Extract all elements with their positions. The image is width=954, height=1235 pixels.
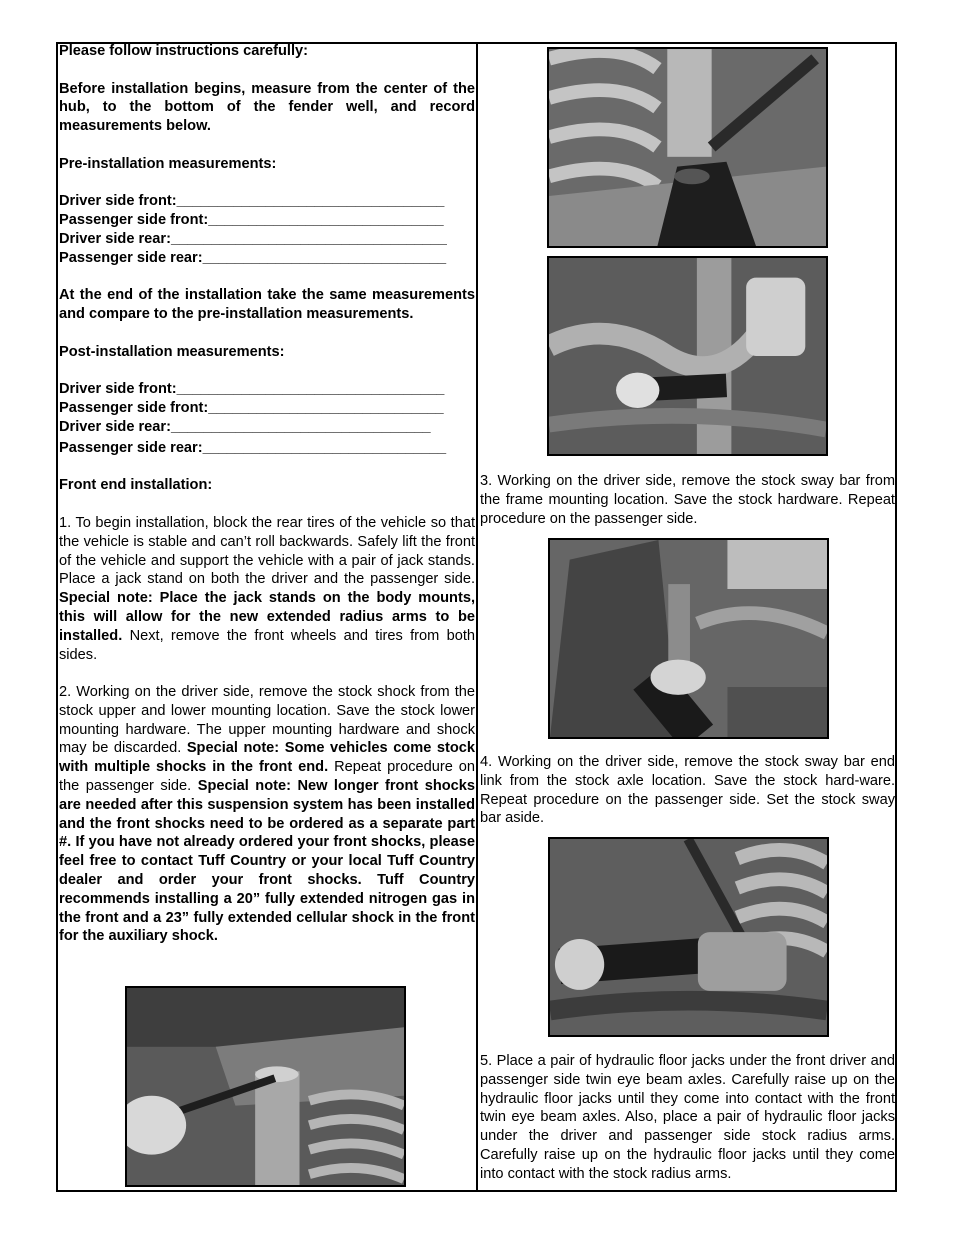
photo-upper-shock-mount — [125, 986, 406, 1187]
post-driver-front-field: Driver side front:_________________________________ — [59, 381, 445, 398]
pre-measurements — [59, 192, 475, 267]
step-4: 4. Working on the driver side, remove the stock sway bar end link from the stock axle location. Save the stock hard-ware. Repeat procedure on the passenger side. Set the stock sway bar aside. — [480, 754, 895, 827]
photo-sway-bar-frame-mount — [547, 256, 828, 456]
step-2 — [59, 683, 475, 946]
column-divider — [476, 42, 478, 1192]
intro-text: Before installation begins, measure from the center of the hub, to the bottom of the fender well, and record measurements below. — [59, 80, 475, 135]
step-2-repeat: Repeat procedure on the passenger side. — [59, 759, 475, 795]
photo-radius-arm-jack — [548, 837, 829, 1037]
step-2-text: 2. Working on the driver side, remove the stock shock from the stock upper and lower mounting location. Save the stock lower mounting hardware. The upper mounting hardware and shock may be discarded. — [59, 684, 475, 757]
instructions-heading: Please follow instructions carefully: — [59, 43, 308, 59]
compare-text: At the end of the installation take the same measurements and compare to the pre-installation measurements. — [59, 287, 475, 323]
step-1-note: Special note: Place the jack stands on the body mounts, this will allow for the new extended radius arms to be installed. — [59, 590, 475, 644]
step-5: 5. Place a pair of hydraulic floor jacks under the front driver and passenger side twin eye beam axles. Carefully raise up on the hydraulic floor jacks until they come into contact with the front twin eye beam axles. Also, place a pair of hydraulic floor jacks under the driver and passenger side stock radius arms. Carefully raise up on the hydraulic floor jacks until they come into contact with the stock radius arms. — [480, 1053, 895, 1182]
post-driver-rear-field: Driver side rear:________________________________ — [59, 418, 431, 435]
post-installation-heading: Post-installation measurements: — [59, 343, 285, 360]
pre-driver-front-field: Driver side front:_________________________________ — [59, 193, 445, 210]
pre-driver-rear-field: Driver side rear:__________________________________ — [59, 230, 447, 247]
post-passenger-rear-field: Passenger side rear:______________________________ — [59, 439, 447, 456]
step-2-note-1: Special note: Some vehicles come stock with multiple shocks in the front end. — [59, 740, 475, 776]
post-passenger-front-field: Passenger side front:_____________________________ — [59, 400, 444, 417]
pre-passenger-rear-field: Passenger side rear:______________________________ — [59, 249, 447, 266]
step-2-note-2: Special note: New longer front shocks are needed after this suspension system has been installed and the front shocks need to be ordered as a separate part #. If you have not already ordered your front shocks, please feel free to contact Tuff Country or your local Tuff Country dealer and order your front shocks. Tuff Country recommends installing a 20” fully extended nitrogen gas in the front and a 23” fully extended cellular shock in the front for the auxiliary shock. — [59, 778, 476, 945]
step-1-text-end: Next, remove the front wheels and tires from both sides. — [59, 627, 475, 663]
left-column — [59, 42, 475, 965]
photo-sway-bar-end-link — [548, 538, 829, 739]
pre-passenger-front-field: Passenger side front:_____________________________ — [59, 212, 444, 229]
step-1-text: 1. To begin installation, block the rear tires of the vehicle so that the vehicle is stable and can’t roll backwards. Safely lift the front of the vehicle and support the vehicle with a pair of jack stands. Place a jack stand on both the driver and the passenger side. — [59, 514, 475, 588]
step-1 — [59, 514, 475, 664]
photo-shock-upper-mount — [547, 47, 828, 248]
post-measurements — [59, 380, 475, 457]
front-end-heading: Front end installation: — [59, 477, 213, 494]
pre-installation-heading: Pre-installation measurements: — [59, 155, 277, 172]
step-3: 3. Working on the driver side, remove the stock sway bar from the frame mounting location. Save the stock hardware. Repeat procedure on the passenger side. — [480, 473, 895, 527]
